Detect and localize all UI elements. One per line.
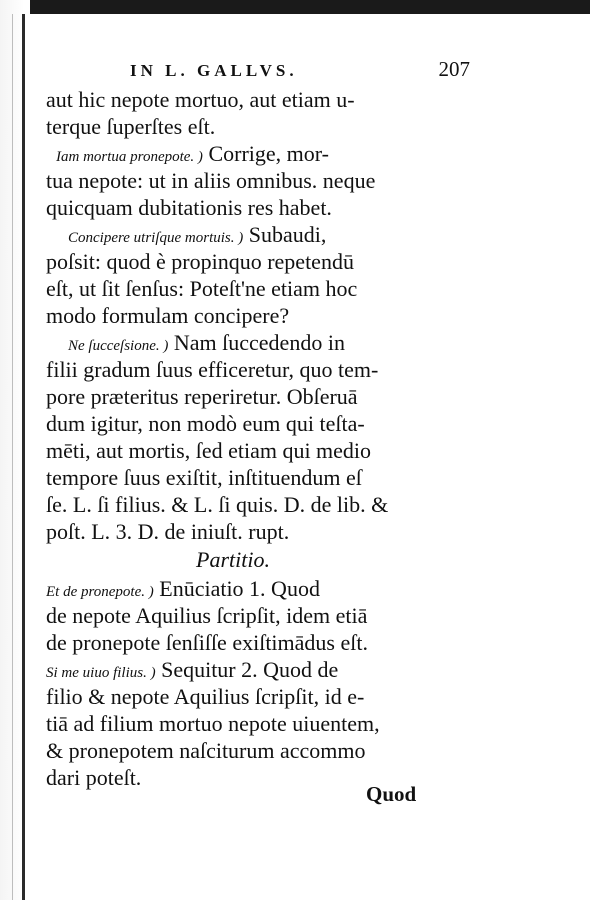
gutter-line xyxy=(22,14,25,900)
line-text: dari poteſt. xyxy=(46,765,142,790)
book-spine xyxy=(0,0,30,900)
text-line xyxy=(46,629,456,656)
text-line xyxy=(46,737,456,764)
line-text: quicquam dubitationis res habet. xyxy=(46,195,332,220)
section-heading: Partitio. xyxy=(196,547,270,572)
line-text: filio & nepote Aquilius ſcripſit, id e- xyxy=(46,684,365,709)
line-text: tiā ad filium mortuo nepote uiuentem, xyxy=(46,711,380,736)
running-head-title: IN L. GALLVS. xyxy=(130,61,298,80)
line-text: Subaudi, xyxy=(243,222,327,247)
catchword: Quod xyxy=(366,782,417,806)
text-line xyxy=(46,410,456,437)
text-line xyxy=(46,518,456,545)
text-line xyxy=(46,248,456,275)
line-text: eſt, ut ſit ſenſus: Poteſt'ne etiam hoc xyxy=(46,276,358,301)
text-line xyxy=(46,356,456,383)
line-text: Enūciatio 1. Quod xyxy=(153,576,320,601)
text-line xyxy=(46,302,456,329)
page-number: 207 xyxy=(438,57,470,81)
line-text: terque ſuperſtes eſt. xyxy=(46,114,216,139)
running-head xyxy=(130,57,470,87)
lemma: Concipere utriſque mortuis. ) xyxy=(68,230,244,246)
lemma: Iam mortua pronepote. ) xyxy=(56,149,203,165)
lemma: Ne ſucceſsione. ) xyxy=(68,338,169,354)
line-text: Sequitur 2. Quod de xyxy=(155,657,339,682)
text-line xyxy=(46,491,456,518)
lemma: Si me uiuo filius. ) xyxy=(46,665,156,681)
text-line xyxy=(46,464,456,491)
line-text: de nepote Aquilius ſcripſit, idem etiā xyxy=(46,603,368,628)
line-text: aut hic nepote mortuo, aut etiam u- xyxy=(46,87,355,112)
text-line xyxy=(46,656,456,683)
text-line xyxy=(46,167,456,194)
line-text: Corrige, mor- xyxy=(202,141,329,166)
line-text: mēti, aut mortis, ſed etiam qui medio xyxy=(46,438,372,463)
text-line xyxy=(46,275,456,302)
text-line xyxy=(46,602,456,629)
line-text: ſe. L. ſi filius. & L. ſi quis. D. de lib. & xyxy=(46,492,389,517)
text-line xyxy=(46,194,456,221)
text-line xyxy=(46,383,456,410)
line-text: tempore ſuus exiſtit, inſtituendum eſ xyxy=(46,465,362,490)
text-line xyxy=(46,683,456,710)
line-text: poſsit: quod è propinquo repetendū xyxy=(46,249,354,274)
text-line xyxy=(46,86,456,113)
text-line xyxy=(46,221,456,248)
text-line xyxy=(46,437,456,464)
text-line xyxy=(46,710,456,737)
line-text: dum igitur, non modò eum qui teſta- xyxy=(46,411,365,436)
line-text: pore præteritus reperiretur. Obſeruā xyxy=(46,384,358,409)
text-line xyxy=(46,575,456,602)
line-text: Nam ſuccedendo in xyxy=(168,330,345,355)
lemma: Et de pronepote. ) xyxy=(46,584,154,600)
line-text: de pronepote ſenſiſſe exiſtimādus eſt. xyxy=(46,630,368,655)
text-line xyxy=(46,140,456,167)
book-page xyxy=(30,14,590,900)
text-block xyxy=(46,86,456,791)
line-text: tua nepote: ut in aliis omnibus. neque xyxy=(46,168,376,193)
line-text: & pronepotem naſciturum accommo xyxy=(46,738,366,763)
scan-top-shadow xyxy=(0,0,590,14)
gutter-edge xyxy=(12,14,13,900)
line-text: modo formulam concipere? xyxy=(46,303,290,328)
text-line xyxy=(46,113,456,140)
line-text: filii gradum ſuus efficeretur, quo tem- xyxy=(46,357,379,382)
text-line xyxy=(46,329,456,356)
line-text: poſt. L. 3. D. de iniuſt. rupt. xyxy=(46,519,290,544)
